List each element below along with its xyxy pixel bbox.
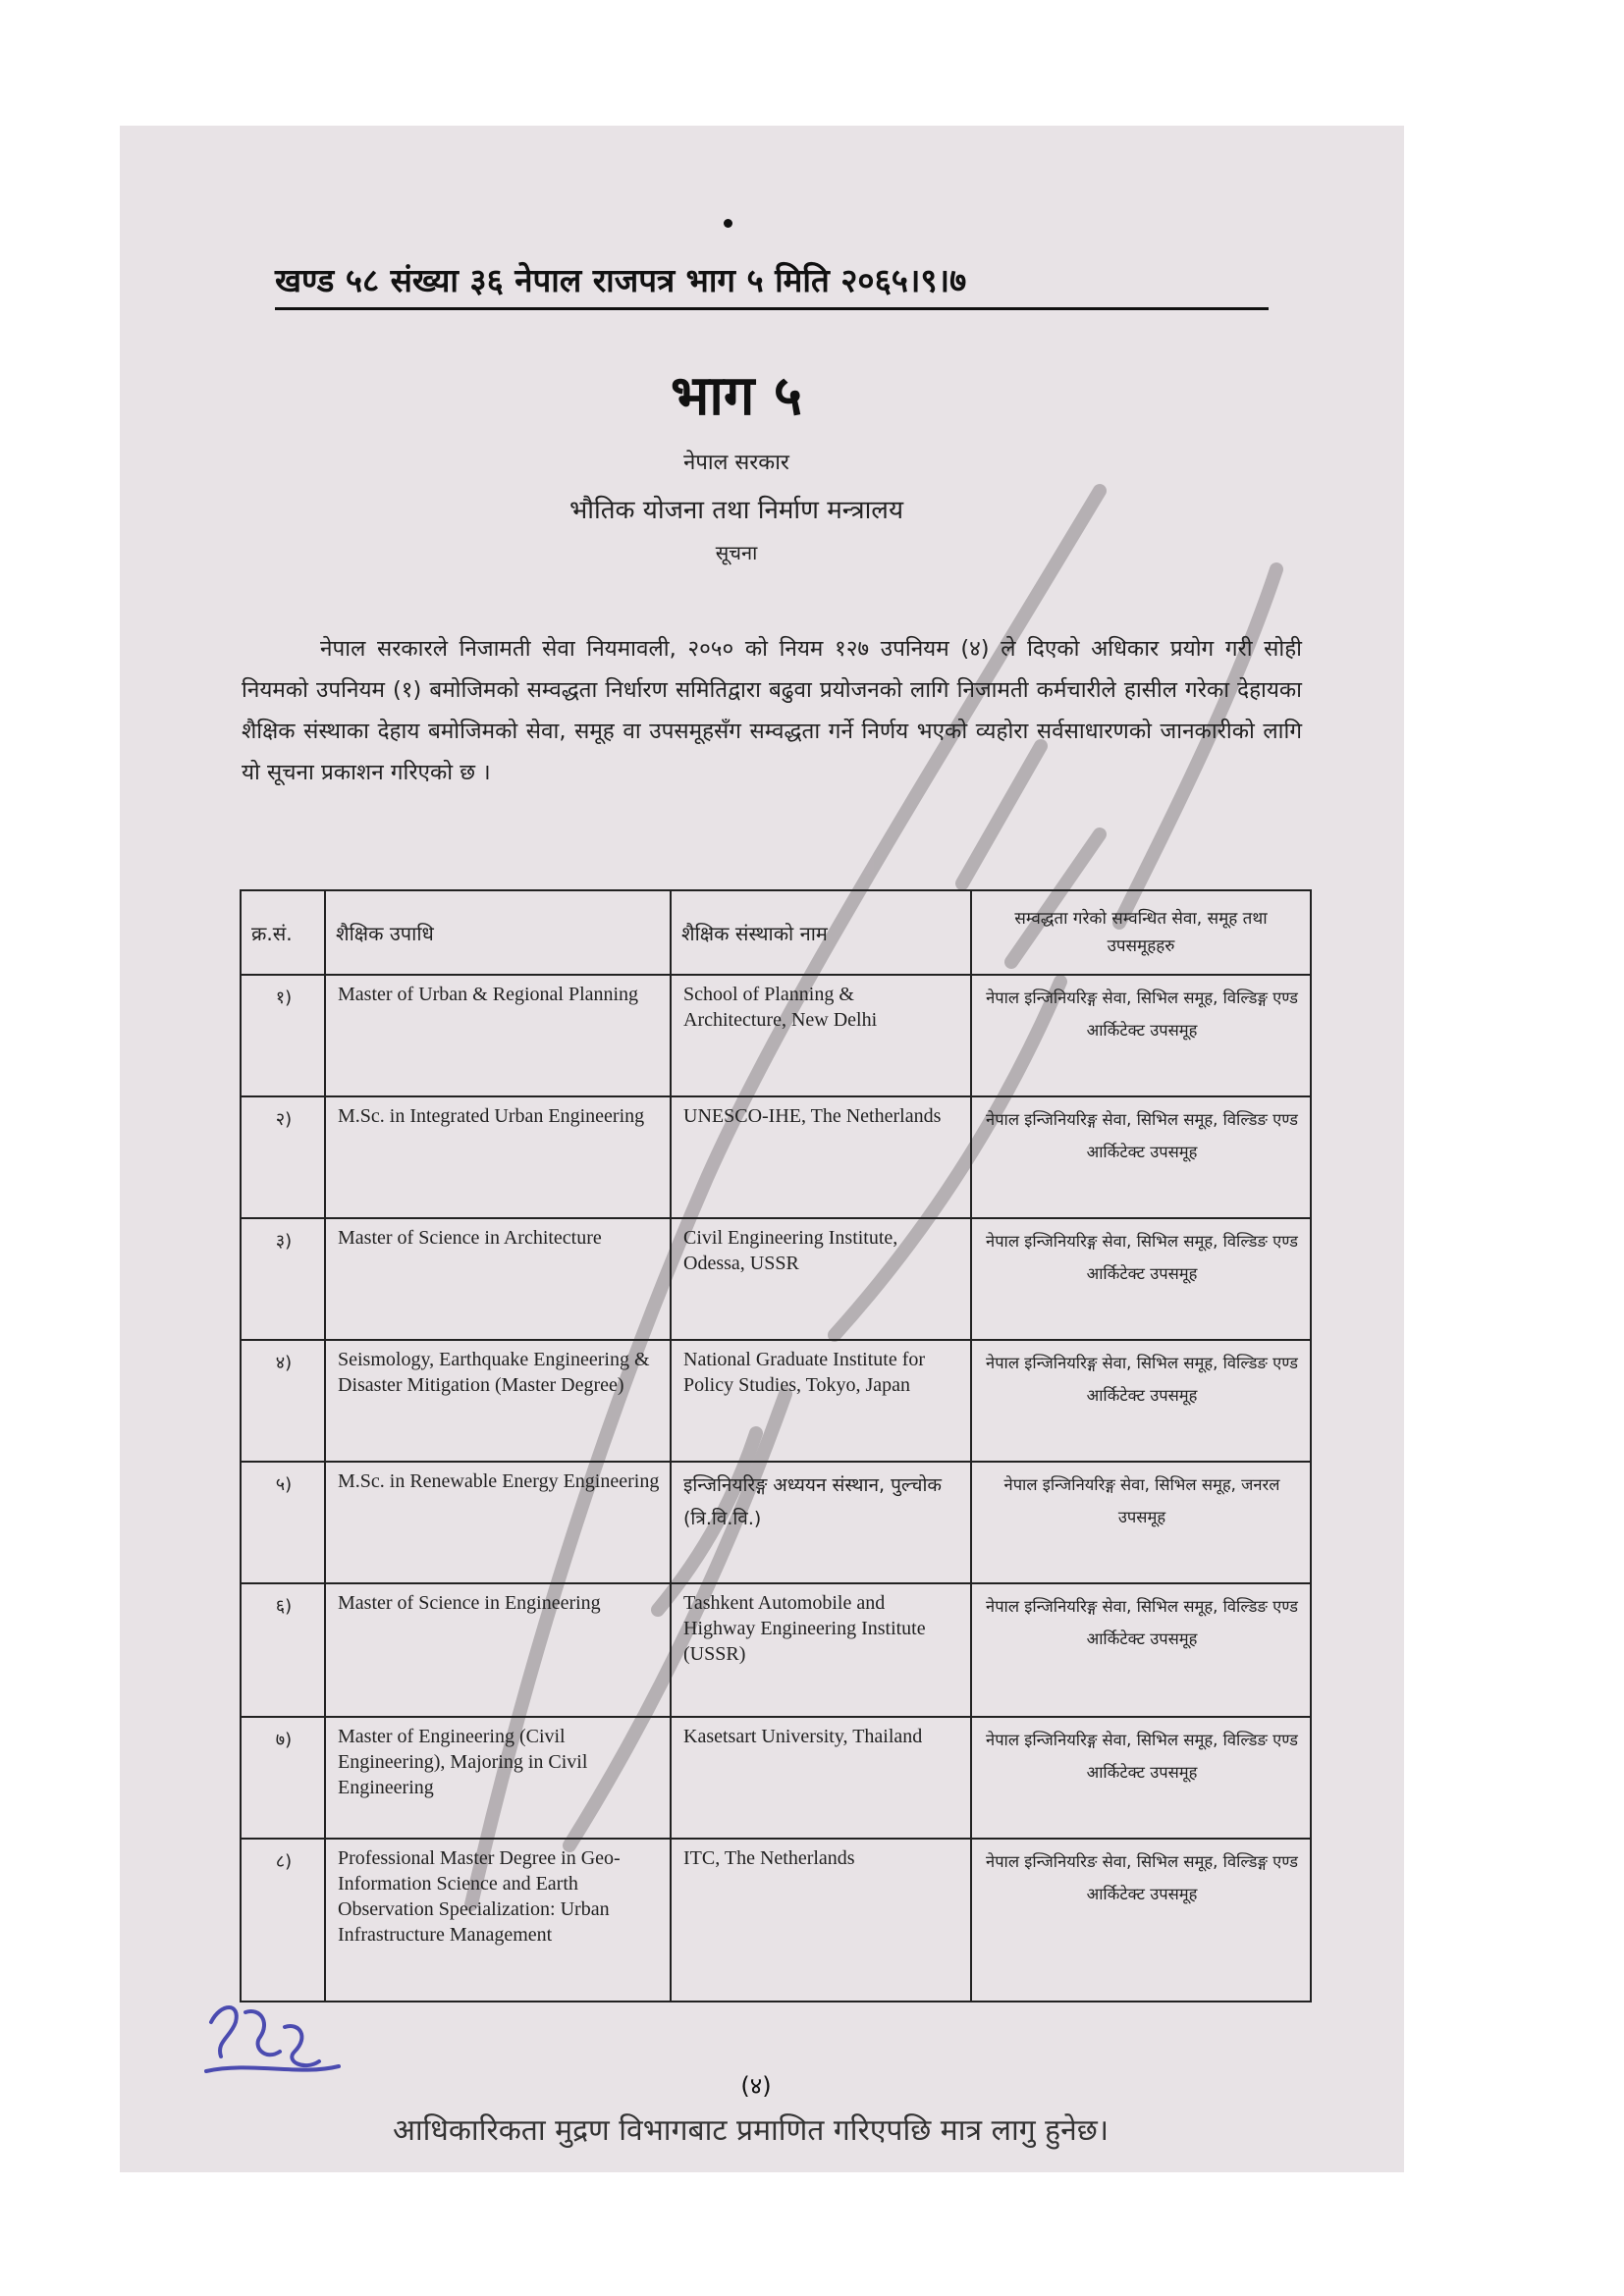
row-serial-number: ८)	[241, 1839, 325, 2002]
header-serial-number: क्र.सं.	[241, 890, 325, 975]
row-serial-number: ७)	[241, 1717, 325, 1839]
row-serial-number: ६)	[241, 1583, 325, 1717]
row-affiliation: नेपाल इन्जिनियरिङ्ग सेवा, सिभिल समूह, विल्डिङ एण्ड आर्किटेक्ट उपसमूह	[971, 1096, 1311, 1218]
header-affiliation: सम्वद्धता गरेको सम्वन्धित सेवा, समूह तथा उपसमूहहरु	[971, 890, 1311, 975]
row-degree: Seismology, Earthquake Engineering & Disaster Mitigation (Master Degree)	[325, 1340, 671, 1462]
notice-label: सूचना	[715, 541, 758, 564]
header-dot	[724, 219, 732, 228]
table-row	[241, 1462, 1311, 1583]
page-number: (४)	[740, 2072, 772, 2100]
part-title: भाग ५	[670, 364, 803, 428]
table-row	[241, 1340, 1311, 1462]
row-institution: Kasetsart University, Thailand	[671, 1717, 971, 1839]
header-degree: शैक्षिक उपाधि	[325, 890, 671, 975]
row-degree: Master of Urban & Regional Planning	[325, 975, 671, 1096]
row-affiliation: नेपाल इन्जिनियरिङ्ग सेवा, सिभिल समूह, विल्डिङ एण्ड आर्किटेक्ट उपसमूह	[971, 1583, 1311, 1717]
table-row	[241, 1717, 1311, 1839]
table-row	[241, 1096, 1311, 1218]
table-row	[241, 1583, 1311, 1717]
row-affiliation: नेपाल इन्जिनियरिङ्ग सेवा, सिभिल समूह, जनरल उपसमूह	[971, 1462, 1311, 1583]
row-institution: इन्जिनियरिङ्ग अध्ययन संस्थान, पुल्चोक (त्रि.वि.वि.)	[671, 1462, 971, 1583]
row-affiliation: नेपाल इन्जिनियरिङ्ग सेवा, सिभिल समूह, विल्डिङ्ग एण्ड आर्किटेक्ट उपसमूह	[971, 975, 1311, 1096]
row-institution: UNESCO-IHE, The Netherlands	[671, 1096, 971, 1218]
row-serial-number: ३)	[241, 1218, 325, 1340]
row-affiliation: नेपाल इन्जिनियरिङ्ग सेवा, सिभिल समूह, विल्डिङ एण्ड आर्किटेक्ट उपसमूह	[971, 1717, 1311, 1839]
row-institution: National Graduate Institute for Policy Studies, Tokyo, Japan	[671, 1340, 971, 1462]
notice-paragraph: नेपाल सरकारले निजामती सेवा नियमावली, २०५० को नियम १२७ उपनियम (४) ले दिएको अधिकार प्रयोग गरी सोही नियमको उपनियम (१) बमोजिमको सम्वद्धता निर्धारण समितिद्वारा बढुवा प्रयोजनको लागि निजामती कर्मचारीले हासील गरेका देहायका शैक्षिक संस्थाका देहाय बमोजिमको सेवा, समूह वा उपसमूहसँग सम्वद्धता गर्ने निर्णय भएको व्यहोरा सर्वसाधारणको जानकारीको लागि यो सूचना प्रकाशन गरिएको छ ।	[242, 636, 1302, 785]
table-row	[241, 1218, 1311, 1340]
row-degree: Master of Science in Architecture	[325, 1218, 671, 1340]
row-affiliation: नेपाल इन्जिनियरिङ सेवा, सिभिल समूह, विल्डिङ्ग एण्ड आर्किटेक्ट उपसमूह	[971, 1839, 1311, 2002]
header-institution: शैक्षिक संस्थाको नाम	[671, 890, 971, 975]
government-name: नेपाल सरकार	[683, 451, 789, 475]
gazette-issue-header: खण्ड ५८ संख्या ३६ नेपाल राजपत्र भाग ५ मिति २०६५।९।७	[275, 257, 1269, 310]
row-degree: M.Sc. in Renewable Energy Engineering	[325, 1462, 671, 1583]
row-degree: Master of Science in Engineering	[325, 1583, 671, 1717]
row-serial-number: ४)	[241, 1340, 325, 1462]
row-degree: Professional Master Degree in Geo-Information Science and Earth Observation Specialization: Urban Infrastructure Management	[325, 1839, 671, 2002]
table-row	[241, 975, 1311, 1096]
table-header-row	[241, 890, 1311, 975]
row-degree: Master of Engineering (Civil Engineering), Majoring in Civil Engineering	[325, 1717, 671, 1839]
row-institution: Tashkent Automobile and Highway Engineering Institute (USSR)	[671, 1583, 971, 1717]
row-degree: M.Sc. in Integrated Urban Engineering	[325, 1096, 671, 1218]
authenticity-footer: आधिकारिकता मुद्रण विभागबाट प्रमाणित गरिएपछि मात्र लागु हुनेछ।	[393, 2113, 1110, 2148]
row-affiliation: नेपाल इन्जिनियरिङ्ग सेवा, सिभिल समूह, विल्डिङ एण्ड आर्किटेक्ट उपसमूह	[971, 1218, 1311, 1340]
row-serial-number: २)	[241, 1096, 325, 1218]
row-affiliation: नेपाल इन्जिनियरिङ्ग सेवा, सिभिल समूह, विल्डिङ एण्ड आर्किटेक्ट उपसमूह	[971, 1340, 1311, 1462]
handwritten-mark	[191, 1983, 349, 2091]
row-institution: School of Planning & Architecture, New Delhi	[671, 975, 971, 1096]
affiliation-table	[240, 889, 1312, 2002]
table-row	[241, 1839, 1311, 2002]
row-serial-number: १)	[241, 975, 325, 1096]
row-institution: ITC, The Netherlands	[671, 1839, 971, 2002]
row-serial-number: ५)	[241, 1462, 325, 1583]
row-institution: Civil Engineering Institute, Odessa, USSR	[671, 1218, 971, 1340]
ministry-name: भौतिक योजना तथा निर्माण मन्त्रालय	[568, 496, 904, 525]
